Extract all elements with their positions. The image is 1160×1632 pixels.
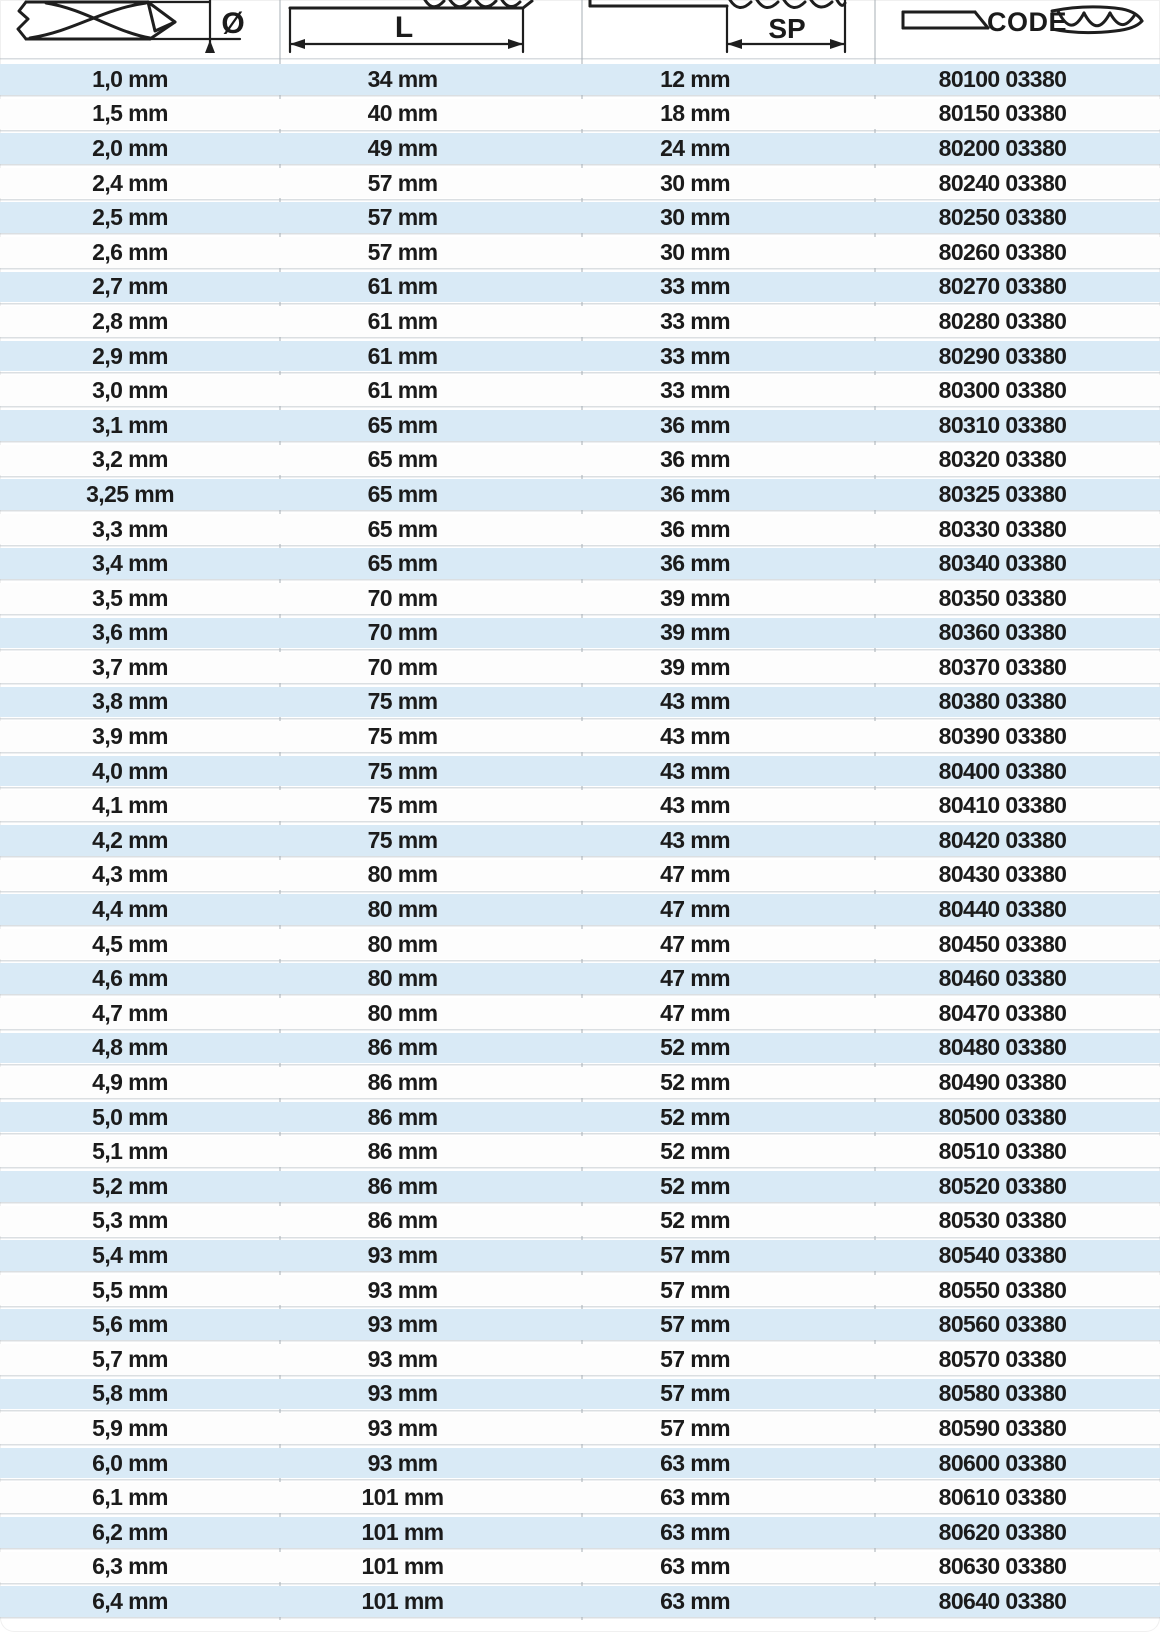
total-length-cell: 75 mm — [367, 757, 438, 784]
table-row — [0, 1482, 1160, 1517]
code-cell: 80100 03380 — [938, 65, 1067, 92]
diameter-cell: 3,1 mm — [92, 411, 168, 438]
total-length-cell: 93 mm — [367, 1345, 438, 1372]
table-row — [0, 1552, 1160, 1587]
total-length-cell: 80 mm — [367, 896, 438, 923]
diameter-cell: 3,0 mm — [92, 377, 168, 404]
code-cell: 80460 03380 — [938, 965, 1067, 992]
column-header-diameter — [0, 0, 280, 60]
diameter-cell: 5,8 mm — [92, 1380, 168, 1407]
total-length-cell: 65 mm — [367, 515, 438, 542]
total-length-cell: 75 mm — [367, 792, 438, 819]
total-length-cell: 86 mm — [367, 1069, 438, 1096]
flute-length-cell: 33 mm — [660, 377, 730, 404]
diameter-cell: 3,9 mm — [92, 723, 168, 750]
flute-length-cell: 24 mm — [660, 134, 730, 161]
table-row — [0, 1448, 1160, 1483]
column-header-flute-length — [582, 0, 875, 60]
code-cell: 80580 03380 — [938, 1380, 1067, 1407]
flute-length-cell: 30 mm — [660, 238, 730, 265]
diameter-cell: 6,2 mm — [92, 1518, 168, 1545]
flute-length-cell: 36 mm — [660, 446, 730, 473]
diameter-cell: 4,6 mm — [92, 965, 168, 992]
diameter-cell: 5,7 mm — [92, 1345, 168, 1372]
table-header-row — [0, 0, 1160, 60]
flute-length-cell: 47 mm — [660, 999, 730, 1026]
flute-length-cell: 63 mm — [660, 1587, 730, 1614]
diameter-cell: 3,4 mm — [92, 550, 168, 577]
table-row — [0, 445, 1160, 480]
code-cell: 80320 03380 — [938, 446, 1067, 473]
table-row — [0, 1136, 1160, 1171]
diameter-cell: 4,3 mm — [92, 861, 168, 888]
diameter-cell: 4,7 mm — [92, 999, 168, 1026]
total-length-cell: 80 mm — [367, 930, 438, 957]
total-length-cell: 65 mm — [367, 550, 438, 577]
diameter-cell: 5,0 mm — [92, 1103, 168, 1130]
diameter-cell: 4,5 mm — [92, 930, 168, 957]
total-length-cell: 93 mm — [367, 1449, 438, 1476]
table-row — [0, 1067, 1160, 1102]
table-row — [0, 652, 1160, 687]
flute-length-cell: 43 mm — [660, 757, 730, 784]
spec-table — [0, 64, 1160, 1621]
total-length-cell: 61 mm — [367, 377, 438, 404]
diameter-cell: 5,9 mm — [92, 1414, 168, 1441]
code-cell: 80270 03380 — [938, 273, 1067, 300]
code-cell: 80360 03380 — [938, 619, 1067, 646]
diameter-cell: 5,4 mm — [92, 1241, 168, 1268]
diameter-cell: 5,6 mm — [92, 1311, 168, 1338]
drill-total-length-diagram-icon — [280, 0, 582, 60]
total-length-cell: 75 mm — [367, 688, 438, 715]
flute-length-cell: 63 mm — [660, 1484, 730, 1511]
flute-length-cell: 52 mm — [660, 1138, 730, 1165]
code-cell: 80620 03380 — [938, 1518, 1067, 1545]
flute-length-cell: 33 mm — [660, 307, 730, 334]
flute-length-cell: 57 mm — [660, 1311, 730, 1338]
flute-length-cell: 18 mm — [660, 100, 730, 127]
table-row — [0, 272, 1160, 307]
flute-length-cell: 63 mm — [660, 1518, 730, 1545]
diameter-cell: 2,6 mm — [92, 238, 168, 265]
flute-length-cell: 57 mm — [660, 1380, 730, 1407]
flute-length-cell: 52 mm — [660, 1172, 730, 1199]
flute-length-cell: 36 mm — [660, 515, 730, 542]
code-cell: 80570 03380 — [938, 1345, 1067, 1372]
total-length-cell: 80 mm — [367, 965, 438, 992]
code-cell: 80540 03380 — [938, 1241, 1067, 1268]
flute-length-cell: 39 mm — [660, 619, 730, 646]
code-cell: 80350 03380 — [938, 584, 1067, 611]
code-label: CODE — [987, 7, 1068, 37]
code-cell: 80400 03380 — [938, 757, 1067, 784]
code-cell: 80260 03380 — [938, 238, 1067, 265]
table-row — [0, 790, 1160, 825]
code-cell: 80150 03380 — [938, 100, 1067, 127]
flute-length-cell: 63 mm — [660, 1449, 730, 1476]
flute-length-cell: 39 mm — [660, 653, 730, 680]
code-cell: 80510 03380 — [938, 1138, 1067, 1165]
flute-length-cell: 30 mm — [660, 204, 730, 231]
total-length-cell: 101 mm — [361, 1484, 444, 1511]
diameter-cell: 2,7 mm — [92, 273, 168, 300]
flute-length-cell: 39 mm — [660, 584, 730, 611]
code-cell: 80390 03380 — [938, 723, 1067, 750]
total-length-cell: 101 mm — [361, 1553, 444, 1580]
diameter-cell: 4,2 mm — [92, 826, 168, 853]
diameter-cell: 4,4 mm — [92, 896, 168, 923]
flute-length-cell: 52 mm — [660, 1207, 730, 1234]
column-header-code — [875, 0, 1160, 60]
table-row — [0, 237, 1160, 272]
total-length-cell: 93 mm — [367, 1241, 438, 1268]
diameter-cell: 2,5 mm — [92, 204, 168, 231]
table-row — [0, 548, 1160, 583]
flute-length-cell: 36 mm — [660, 550, 730, 577]
table-row — [0, 1102, 1160, 1137]
code-cell: 80420 03380 — [938, 826, 1067, 853]
table-row — [0, 1240, 1160, 1275]
flute-length-cell: 36 mm — [660, 411, 730, 438]
code-cell: 80500 03380 — [938, 1103, 1067, 1130]
diameter-cell: 5,5 mm — [92, 1276, 168, 1303]
flute-length-cell: 43 mm — [660, 826, 730, 853]
total-length-cell: 65 mm — [367, 446, 438, 473]
code-cell: 80630 03380 — [938, 1553, 1067, 1580]
code-cell: 80280 03380 — [938, 307, 1067, 334]
flute-length-cell: 12 mm — [660, 65, 730, 92]
diameter-cell: 4,9 mm — [92, 1069, 168, 1096]
code-cell: 80310 03380 — [938, 411, 1067, 438]
total-length-cell: 86 mm — [367, 1207, 438, 1234]
flute-length-cell: 57 mm — [660, 1414, 730, 1441]
diameter-cell: 4,0 mm — [92, 757, 168, 784]
code-cell: 80380 03380 — [938, 688, 1067, 715]
table-row — [0, 64, 1160, 99]
code-cell: 80590 03380 — [938, 1414, 1067, 1441]
table-row — [0, 756, 1160, 791]
code-cell: 80640 03380 — [938, 1587, 1067, 1614]
table-row — [0, 168, 1160, 203]
total-length-cell: 86 mm — [367, 1034, 438, 1061]
flute-length-cell: 33 mm — [660, 273, 730, 300]
code-cell: 80430 03380 — [938, 861, 1067, 888]
flute-length-cell: 43 mm — [660, 792, 730, 819]
table-row — [0, 894, 1160, 929]
code-cell: 80560 03380 — [938, 1311, 1067, 1338]
total-length-cell: 57 mm — [367, 238, 438, 265]
table-row — [0, 1413, 1160, 1448]
total-length-cell: 86 mm — [367, 1138, 438, 1165]
total-length-cell: 65 mm — [367, 411, 438, 438]
flute-length-cell: 47 mm — [660, 896, 730, 923]
total-length-cell: 70 mm — [367, 584, 438, 611]
code-cell: 80340 03380 — [938, 550, 1067, 577]
table-row — [0, 1033, 1160, 1068]
code-cell: 80240 03380 — [938, 169, 1067, 196]
code-cell: 80490 03380 — [938, 1069, 1067, 1096]
diameter-cell: 5,2 mm — [92, 1172, 168, 1199]
table-row — [0, 479, 1160, 514]
table-row — [0, 133, 1160, 168]
total-length-cell: 93 mm — [367, 1414, 438, 1441]
drill-flute-length-diagram-icon — [582, 0, 875, 60]
code-cell: 80250 03380 — [938, 204, 1067, 231]
code-cell: 80610 03380 — [938, 1484, 1067, 1511]
code-cell: 80550 03380 — [938, 1276, 1067, 1303]
flute-length-cell: 43 mm — [660, 688, 730, 715]
flute-length-cell: 63 mm — [660, 1553, 730, 1580]
table-row — [0, 99, 1160, 134]
code-cell: 80520 03380 — [938, 1172, 1067, 1199]
code-cell: 80410 03380 — [938, 792, 1067, 819]
total-length-cell: 70 mm — [367, 619, 438, 646]
total-length-cell: 57 mm — [367, 204, 438, 231]
table-row — [0, 341, 1160, 376]
table-row — [0, 583, 1160, 618]
code-cell: 80600 03380 — [938, 1449, 1067, 1476]
total-length-cell: 93 mm — [367, 1276, 438, 1303]
diameter-cell: 2,4 mm — [92, 169, 168, 196]
total-length-cell: 86 mm — [367, 1172, 438, 1199]
total-length-cell: 34 mm — [367, 65, 438, 92]
table-row — [0, 687, 1160, 722]
table-row — [0, 618, 1160, 653]
table-row — [0, 410, 1160, 445]
table-row — [0, 1586, 1160, 1621]
code-cell: 80325 03380 — [938, 480, 1067, 507]
table-row — [0, 998, 1160, 1033]
flute-length-cell: 47 mm — [660, 965, 730, 992]
drill-code-diagram-icon — [875, 0, 1160, 60]
diameter-cell: 6,3 mm — [92, 1553, 168, 1580]
code-cell: 80200 03380 — [938, 134, 1067, 161]
flute-length-cell: 52 mm — [660, 1034, 730, 1061]
drill-diameter-diagram-icon — [0, 0, 280, 60]
table-row — [0, 860, 1160, 895]
diameter-cell: 1,0 mm — [92, 65, 168, 92]
diameter-cell: 6,1 mm — [92, 1484, 168, 1511]
flute-length-cell: 47 mm — [660, 861, 730, 888]
diameter-cell: 3,8 mm — [92, 688, 168, 715]
code-cell: 80450 03380 — [938, 930, 1067, 957]
diameter-cell: 4,1 mm — [92, 792, 168, 819]
flute-length-cell: 33 mm — [660, 342, 730, 369]
flute-length-cell: 52 mm — [660, 1103, 730, 1130]
table-row — [0, 1171, 1160, 1206]
code-cell: 80480 03380 — [938, 1034, 1067, 1061]
flute-length-cell: 36 mm — [660, 480, 730, 507]
code-cell: 80300 03380 — [938, 377, 1067, 404]
table-row — [0, 1275, 1160, 1310]
diameter-cell: 3,2 mm — [92, 446, 168, 473]
total-length-cell: 86 mm — [367, 1103, 438, 1130]
diameter-cell: 3,7 mm — [92, 653, 168, 680]
total-length-label: L — [394, 11, 414, 44]
diameter-cell: 1,5 mm — [92, 100, 168, 127]
code-cell: 80440 03380 — [938, 896, 1067, 923]
table-row — [0, 1517, 1160, 1552]
diameter-cell: 3,5 mm — [92, 584, 168, 611]
table-row — [0, 202, 1160, 237]
total-length-cell: 61 mm — [367, 273, 438, 300]
flute-length-label: SP — [768, 13, 806, 44]
flute-length-cell: 57 mm — [660, 1241, 730, 1268]
total-length-cell: 101 mm — [361, 1587, 444, 1614]
diameter-cell: 2,9 mm — [92, 342, 168, 369]
total-length-cell: 57 mm — [367, 169, 438, 196]
diameter-cell: 6,4 mm — [92, 1587, 168, 1614]
diameter-symbol-label: Ø — [221, 7, 245, 40]
total-length-cell: 93 mm — [367, 1380, 438, 1407]
table-row — [0, 929, 1160, 964]
table-row — [0, 721, 1160, 756]
table-row — [0, 306, 1160, 341]
diameter-cell: 3,3 mm — [92, 515, 168, 542]
table-row — [0, 375, 1160, 410]
diameter-cell: 6,0 mm — [92, 1449, 168, 1476]
table-row — [0, 514, 1160, 549]
table-row — [0, 1309, 1160, 1344]
code-cell: 80330 03380 — [938, 515, 1067, 542]
table-row — [0, 1379, 1160, 1414]
total-length-cell: 61 mm — [367, 342, 438, 369]
code-cell: 80470 03380 — [938, 999, 1067, 1026]
diameter-cell: 3,25 mm — [86, 480, 174, 507]
diameter-cell: 2,0 mm — [92, 134, 168, 161]
diameter-cell: 5,1 mm — [92, 1138, 168, 1165]
column-header-total-length — [280, 0, 582, 60]
diameter-cell: 5,3 mm — [92, 1207, 168, 1234]
code-cell: 80290 03380 — [938, 342, 1067, 369]
code-cell: 80530 03380 — [938, 1207, 1067, 1234]
total-length-cell: 70 mm — [367, 653, 438, 680]
total-length-cell: 75 mm — [367, 723, 438, 750]
table-row — [0, 825, 1160, 860]
table-row — [0, 1206, 1160, 1241]
total-length-cell: 93 mm — [367, 1311, 438, 1338]
flute-length-cell: 43 mm — [660, 723, 730, 750]
table-row — [0, 1344, 1160, 1379]
diameter-cell: 3,6 mm — [92, 619, 168, 646]
diameter-cell: 4,8 mm — [92, 1034, 168, 1061]
total-length-cell: 65 mm — [367, 480, 438, 507]
total-length-cell: 80 mm — [367, 999, 438, 1026]
table-row — [0, 963, 1160, 998]
total-length-cell: 80 mm — [367, 861, 438, 888]
flute-length-cell: 30 mm — [660, 169, 730, 196]
total-length-cell: 101 mm — [361, 1518, 444, 1545]
total-length-cell: 49 mm — [367, 134, 438, 161]
flute-length-cell: 57 mm — [660, 1345, 730, 1372]
flute-length-cell: 57 mm — [660, 1276, 730, 1303]
flute-length-cell: 52 mm — [660, 1069, 730, 1096]
flute-length-cell: 47 mm — [660, 930, 730, 957]
total-length-cell: 61 mm — [367, 307, 438, 334]
total-length-cell: 75 mm — [367, 826, 438, 853]
code-cell: 80370 03380 — [938, 653, 1067, 680]
total-length-cell: 40 mm — [367, 100, 438, 127]
diameter-cell: 2,8 mm — [92, 307, 168, 334]
